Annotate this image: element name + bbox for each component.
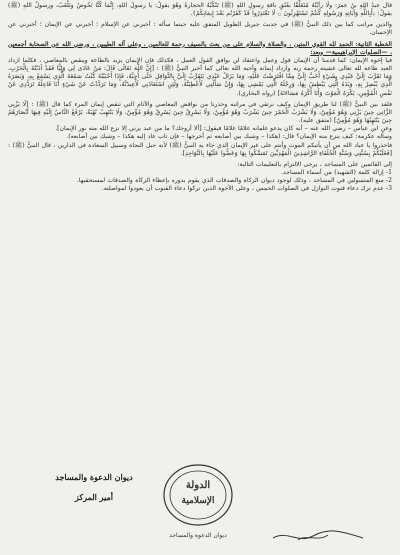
instructions-intro: إلى القائمين على المساجد ، يرجى الالتزام بالتعليمات التالية: bbox=[237, 160, 392, 168]
footer-title: أمير المركز bbox=[74, 492, 114, 502]
hadith-paragraph-1: قال عبدُ اللهِ بنُ عمرَ: ولَا رأيْتُهُ مُتَعَلِّقًا بعُنُقِ ناقةِ رسولِ اللهِ (ﷺ) تَنْكُبُهُ الحجارةُ وهُوَ يقولُ: يا رسولَ اللهِ، إِنَّمَا كُنَّا نَخُوضُ ونَلْعَبُ، ورسولُ اللهِ (ﷺ) يقولُ: ﴿أَبِاللَّهِ وَآيَاتِهِ وَرَسُولِهِ كُنتُمْ تَسْتَهْزِئُونَ ۝ لَا تَعْتَذِرُوا قَدْ كَفَرْتُم بَعْدَ إِيمَانِكُمْ﴾. bbox=[8, 2, 392, 18]
instruction-item-2: 2- منع المتسولين في المساجد ، وذلك لوجود ديوان الزكاة والصدقات الذي يقوم بدوره بإعطاء الزكاة والصدقات لمستحقيها. bbox=[76, 177, 392, 185]
handwritten-signature bbox=[268, 526, 368, 546]
second-sermon-heading: الخطبة الثانية: الحمد لله القوي المتين ، والصلاة والسلام على من بعث بالسيف رحمة للعالمين ، وعلى آله الطيبين ، ورضي الله عن الصحابة أجمعين ، —الصلوات الإبراهيمية— وبعد: bbox=[8, 40, 392, 56]
instruction-item-3: 3- عدم ترك دعاء قنوت النوازل في الصلوات الخمس ، وعلى الأخوة الذين تركوا دعاء القنوت أن يعودوا لمواصلته. bbox=[101, 185, 392, 193]
seal-line-3: ديوان الدعوة والمساجد bbox=[169, 532, 227, 539]
footer-department: ديوان الدعوة والمساجد bbox=[55, 472, 133, 482]
official-seal-stamp bbox=[150, 455, 246, 547]
seal-line-1: الدولة bbox=[185, 480, 211, 491]
levels-of-religion-paragraph: والدين مراتب كما بين ذلك النبيُّ (ﷺ) في حديث جبريل الطويل المتفق عليه حينما سأله : أخبرني عن الإسلام ؛ أخبرني عن الإيمان ؛ أخبرني عن الإحسان. bbox=[8, 21, 392, 37]
faith-increase-paragraph: فيا إخوة الإيمان: كما قدمنا أن الإيمان قول وعمل واعتقاد لن يوافق القول العمل ، فكذلك فإن الإيمان يزيد بالطاعة وينقص بالمعاصي ، فكلما ازداد العبد طاعة لله تعالى غشيته رحمة ربه وازداد إيمانه وأحبه الله تعالى كما أخبر النبيُّ (ﷺ) : [إِنَّ اللَّهَ تَعَالَى قَالَ: مَنْ عَادَى لِي وَلِيًّا فَقَدْ آذَنْتُهُ بِالْحَرْبِ، وَمَا تَقَرَّبَ إِلَيَّ عَبْدِي بِشَيْءٍ أَحَبَّ إِلَيَّ مِمَّا افْتَرَضْتُ عَلَيْهِ، وَمَا يَزَالُ عَبْدِي يَتَقَرَّبُ إِلَيَّ بِالنَّوَافِلِ حَتَّى أُحِبَّهُ، فَإِذَا أَحْبَبْتُهُ كُنْتُ سَمْعَهُ الَّذِي يَسْمَعُ بِهِ، وَبَصَرَهُ الَّذِي يُبْصِرُ بِهِ، وَيَدَهُ الَّتِي يَبْطِشُ بِهَا، وَرِجْلَهُ الَّتِي يَمْشِي بِهَا، وَإِنْ سَأَلَنِي لَأُعْطِيَنَّهُ، وَلَئِنِ اسْتَعَاذَنِي لَأُعِيذَنَّهُ، وَمَا تَرَدَّدْتُ عَنْ شَيْءٍ أَنَا فَاعِلُهُ تَرَدُّدِي عَنْ نَفْسِ الْمُؤْمِنِ، يَكْرَهُ الْمَوْتَ وَأَنَا أَكْرَهُ مَسَاءَتَهُ] (رواه البخاري). bbox=[8, 56, 392, 97]
seal-line-2: الإسلامية bbox=[181, 496, 215, 506]
ibn-abbas-paragraph: وعن ابن عباس – رضي الله عنه – أنه كان يدعو غلمانه غلامًا غلامًا فيقول: [ألا أزوجك؟ ما من عبد يزني إلا نزع الله منه نور الإيمان]. bbox=[55, 125, 392, 133]
ikrimah-paragraph: وسأله عكرمة: كيف ينزع منه الإيمان؟ قال: (هكذا – وشبك بين أصابعه ثم أخرجها – فإن تاب عاد إليه هكذا – وشبك بين أصابعه). bbox=[66, 133, 392, 141]
instruction-item-1: 1- إزالة كلمة (الشهيد) من أسماء المساجد. bbox=[281, 168, 392, 176]
warning-paragraph: فاحذروا يا عباد الله من أن يأتيكم الموت وأنتم على غير الإيمان الذي جاء به النبيُّ (ﷺ) لأنه حبل النجاة وسبيل السعادة في الدارين ، قال النبيُّ (ﷺ) : [فَعَلَيْكُمْ بِسُنَّتِي وَسُنَّةِ الْخُلَفَاءِ الرَّاشِدِينَ الْمَهْدِيِّينَ تَمَسَّكُوا بِهَا وَعَضُّوا عَلَيْهَا بِالنَّوَاجِذِ]. bbox=[8, 141, 392, 157]
faith-path-paragraph: فلقد بين النبيُّ (ﷺ) لنا طريق الإيمان وكيف نرتقي في مراتبه وحذرنا من نواقض المعاصي والآثام التي تنقص إيمان المرء كما قال (ﷺ) : [لَا يَزْنِي الزَّانِي حِينَ يَزْنِي وَهُوَ مُؤْمِنٌ، وَلَا يَشْرَبُ الْخَمْرَ حِينَ يَشْرَبُ وَهُوَ مُؤْمِنٌ، وَلَا يَسْرِقُ حِينَ يَسْرِقُ وَهُوَ مُؤْمِنٌ، وَلَا يَنْتَهِبُ نُهْبَةً، يَرْفَعُ النَّاسُ إِلَيْهِ فِيهَا أَبْصَارَهُمْ حِينَ يَنْتَهِبُهَا وَهُوَ مُؤْمِنٌ] (متفق عليه). bbox=[8, 100, 392, 125]
